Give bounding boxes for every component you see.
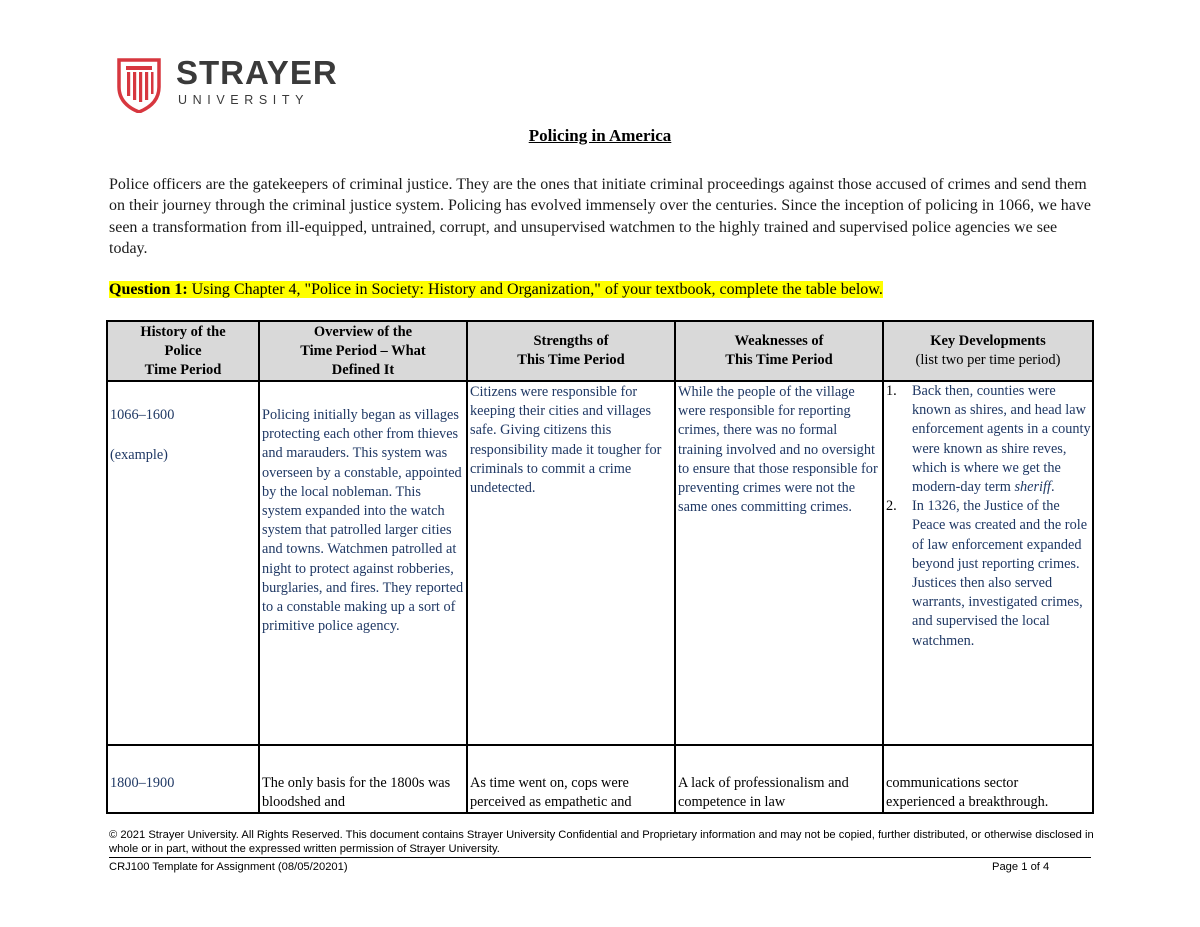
footer-copyright: © 2021 Strayer University. All Rights Reserved. This document contains Strayer University Confidential and Proprietary information and may not be copied, further distributed, or otherwise disclosed in whole or in part, without the expressed written permission of Strayer University. — [109, 829, 1094, 855]
table-row — [107, 745, 1093, 813]
footer-template-label: CRJ100 Template for Assignment (08/05/20201) — [109, 861, 348, 873]
history-table — [106, 320, 1094, 814]
header-weaknesses: Weaknesses of This Time Period — [675, 321, 883, 381]
strengths-text: Citizens were responsible for keeping their cities and villages safe. Giving citizens this responsibility made it tougher for criminals to commit a crime undetected. — [470, 384, 662, 497]
page-title: Policing in America — [528, 126, 672, 145]
list-item: 1. Back then, counties were known as shires, and head law enforcement agents in a county were known as shire reves, which is where we get the modern-day term sheriff. — [886, 383, 1091, 496]
cell-developments — [883, 381, 1093, 745]
period-note: (example) — [110, 447, 168, 464]
question-text: Using Chapter 4, "Police in Society: History and Organization," of your textbook, complete the table below. — [187, 281, 883, 298]
table-header-row — [107, 321, 1093, 381]
strayer-logo — [116, 55, 376, 115]
footer-page-number: Page 1 of 4 — [992, 861, 1050, 873]
cell-overview — [259, 381, 467, 745]
header-key-developments: Key Developments (list two per time period) — [883, 321, 1093, 381]
cell-overview — [259, 745, 467, 813]
weaknesses-text: A lack of professionalism and competence in law — [678, 775, 849, 811]
overview-text: The only basis for the 1800s was bloodshed and — [262, 775, 451, 811]
logo-wordmark: STRAYER — [176, 54, 338, 91]
cell-strengths — [467, 381, 675, 745]
cell-strengths — [467, 745, 675, 813]
question-label: Question 1: — [109, 281, 188, 298]
cell-period — [107, 381, 259, 745]
header-strengths: Strengths of This Time Period — [467, 321, 675, 381]
period-value: 1800–1900 — [110, 775, 175, 791]
period-value: 1066–1600 — [110, 407, 175, 423]
header-overview: Overview of the Time Period – What Defined It — [259, 321, 467, 381]
cell-period — [107, 745, 259, 813]
cell-developments — [883, 745, 1093, 813]
intro-paragraph: Police officers are the gatekeepers of criminal justice. They are the ones that initiate criminal proceedings against those accused of crimes and send them on their journey through the criminal justice system. Policing has evolved immensely over the centuries. Since the inception of policing in 1066, we have seen a transformation from ill-equipped, untrained, corrupt, and unsupervised watchmen to the highly trained and supervised police agencies we see today. — [109, 176, 1091, 257]
table-row — [107, 381, 1093, 745]
question-prompt — [109, 279, 883, 300]
cell-weaknesses — [675, 745, 883, 813]
question-highlight — [109, 281, 883, 298]
header-time-period: History of the Police Time Period — [107, 321, 259, 381]
cell-weaknesses — [675, 381, 883, 745]
footer-divider — [109, 857, 1091, 858]
developments-text: communications sector experienced a breakthrough. — [886, 775, 1049, 811]
weaknesses-text: While the people of the village were responsible for reporting crimes, there was no formal training involved and no oversight to ensure that those responsible for preventing crimes were not the same ones committing crimes. — [678, 384, 878, 516]
overview-text: Policing initially began as villages protecting each other from thieves and marauders. This system was overseen by a constable, appointed by the local nobleman. This system expanded into the watch system that patrolled larger cities and towns. Watchmen patrolled at night to protect against robberies, burglaries, and fires. They reported to a constable making up a sort of primitive police agency. — [262, 407, 464, 635]
logo-subtitle: UNIVERSITY — [178, 93, 310, 107]
developments-list — [884, 382, 1092, 651]
list-item: 2. In 1326, the Justice of the Peace was created and the role of law enforcement expanded beyond just reporting crimes. Justices then also served warrants, investigated crimes, and supervised the local watchmen. — [886, 498, 1088, 649]
strayer-shield-icon — [116, 57, 162, 113]
strengths-text: As time went on, cops were perceived as empathetic and — [470, 775, 632, 811]
